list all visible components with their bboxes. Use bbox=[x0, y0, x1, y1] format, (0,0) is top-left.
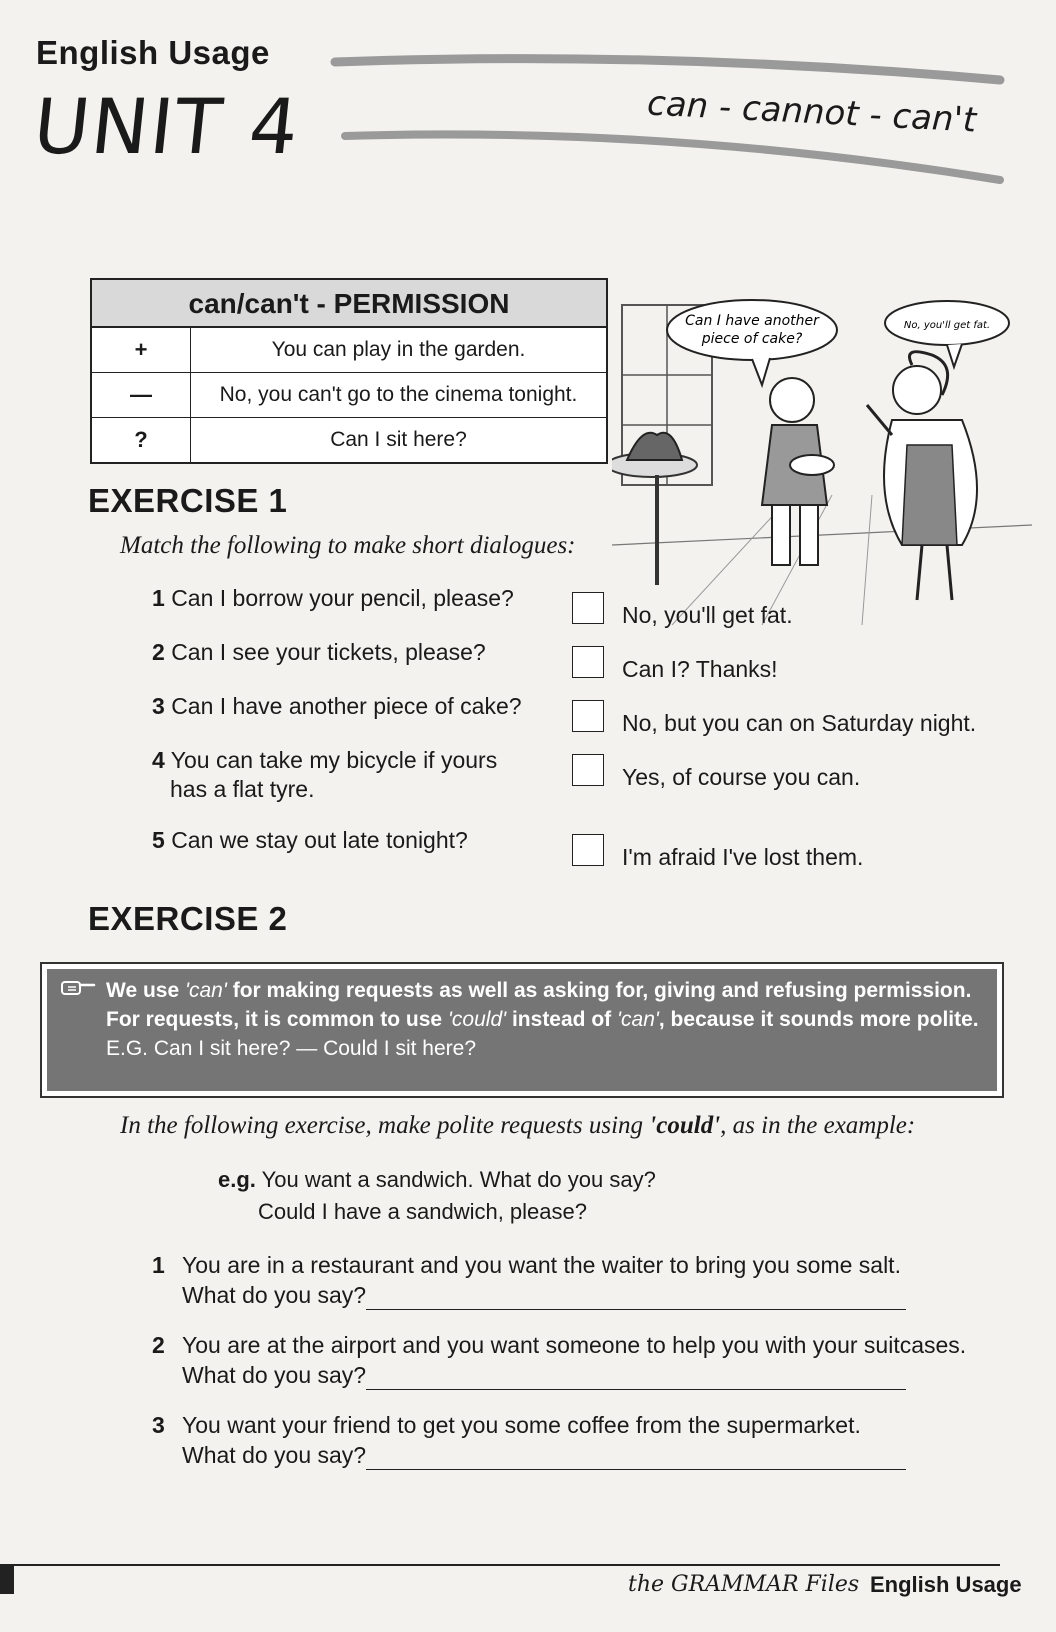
footer-label: English Usage bbox=[870, 1572, 1022, 1597]
answer-checkbox[interactable] bbox=[572, 592, 604, 624]
footer-rule bbox=[0, 1564, 1000, 1566]
answer-checkbox[interactable] bbox=[572, 754, 604, 786]
permission-table-title: can/can't - PERMISSION bbox=[91, 279, 607, 327]
example-block: e.g. You want a sandwich. What do you say? Could I have a sandwich, please? bbox=[218, 1167, 656, 1224]
exercise2-heading: EXERCISE 2 bbox=[88, 900, 288, 937]
unit-subtitle: can - cannot - can't bbox=[645, 83, 977, 141]
table-row bbox=[91, 373, 607, 418]
answer-line[interactable] bbox=[366, 1447, 906, 1470]
question-4: 4 You can take my bicycle if yours has a flat tyre. bbox=[152, 747, 498, 802]
table-row bbox=[91, 418, 607, 464]
task-1: 1 You are in a restaurant and you want the waiter to bring you some salt. What do you say? bbox=[152, 1250, 906, 1310]
answer-checkbox[interactable] bbox=[572, 646, 604, 678]
sentence-cell: You can play in the garden. bbox=[191, 327, 608, 373]
answer-option: No, you'll get fat. bbox=[622, 602, 793, 628]
answer-checkbox[interactable] bbox=[572, 700, 604, 732]
sign-cell: ? bbox=[91, 418, 191, 464]
bubble-left-text: Can I have another piece of cake? bbox=[685, 313, 819, 347]
answer-option: Can I? Thanks! bbox=[622, 656, 778, 682]
footer-marker bbox=[0, 1566, 14, 1594]
task-2: 2 You are at the airport and you want someone to help you with your suitcases. What do you say? bbox=[152, 1332, 967, 1388]
answer-line[interactable] bbox=[366, 1287, 906, 1310]
exercise2-instruction: In the following exercise, make polite requests using 'could', as in the example: bbox=[120, 1112, 916, 1139]
section-label: English Usage bbox=[36, 34, 270, 71]
footer-brand: the GRAMMAR Files bbox=[628, 1572, 860, 1597]
sign-cell: — bbox=[91, 373, 191, 418]
answer-option: Yes, of course you can. bbox=[622, 764, 861, 790]
question-3: 3 Can I have another piece of cake? bbox=[152, 693, 522, 719]
task-3: 3 You want your friend to get you some coffee from the supermarket. What do you say? bbox=[152, 1410, 906, 1470]
table-row bbox=[91, 327, 607, 373]
grammar-note-box bbox=[40, 962, 1004, 1098]
grammar-note-text: We use 'can' for making requests as well as asking for, giving and refusing permission. For requests, it is common to use 'could' instead of 'can', because it sounds more polite. E.G. Can I sit here? — Could I sit here? bbox=[106, 979, 979, 1060]
answer-option: I'm afraid I've lost them. bbox=[622, 844, 864, 870]
exercise1-heading: EXERCISE 1 bbox=[88, 482, 288, 519]
question-5: 5 Can we stay out late tonight? bbox=[152, 827, 468, 853]
pointing-hand-icon bbox=[60, 978, 96, 998]
permission-table bbox=[90, 278, 608, 464]
sentence-cell: Can I sit here? bbox=[191, 418, 608, 464]
sign-cell: + bbox=[91, 327, 191, 373]
sentence-cell: No, you can't go to the cinema tonight. bbox=[191, 373, 608, 418]
cartoon-illustration bbox=[612, 295, 1032, 625]
question-2: 2 Can I see your tickets, please? bbox=[152, 639, 486, 665]
answer-option: No, but you can on Saturday night. bbox=[622, 710, 977, 736]
exercise1-instruction: Match the following to make short dialogues: bbox=[120, 532, 576, 559]
unit-title: UNIT 4 bbox=[29, 82, 305, 171]
bubble-right-text: No, you'll get fat. bbox=[903, 320, 991, 331]
answer-checkbox[interactable] bbox=[572, 834, 604, 866]
answer-line[interactable] bbox=[366, 1367, 906, 1390]
question-1: 1 Can I borrow your pencil, please? bbox=[152, 585, 514, 611]
